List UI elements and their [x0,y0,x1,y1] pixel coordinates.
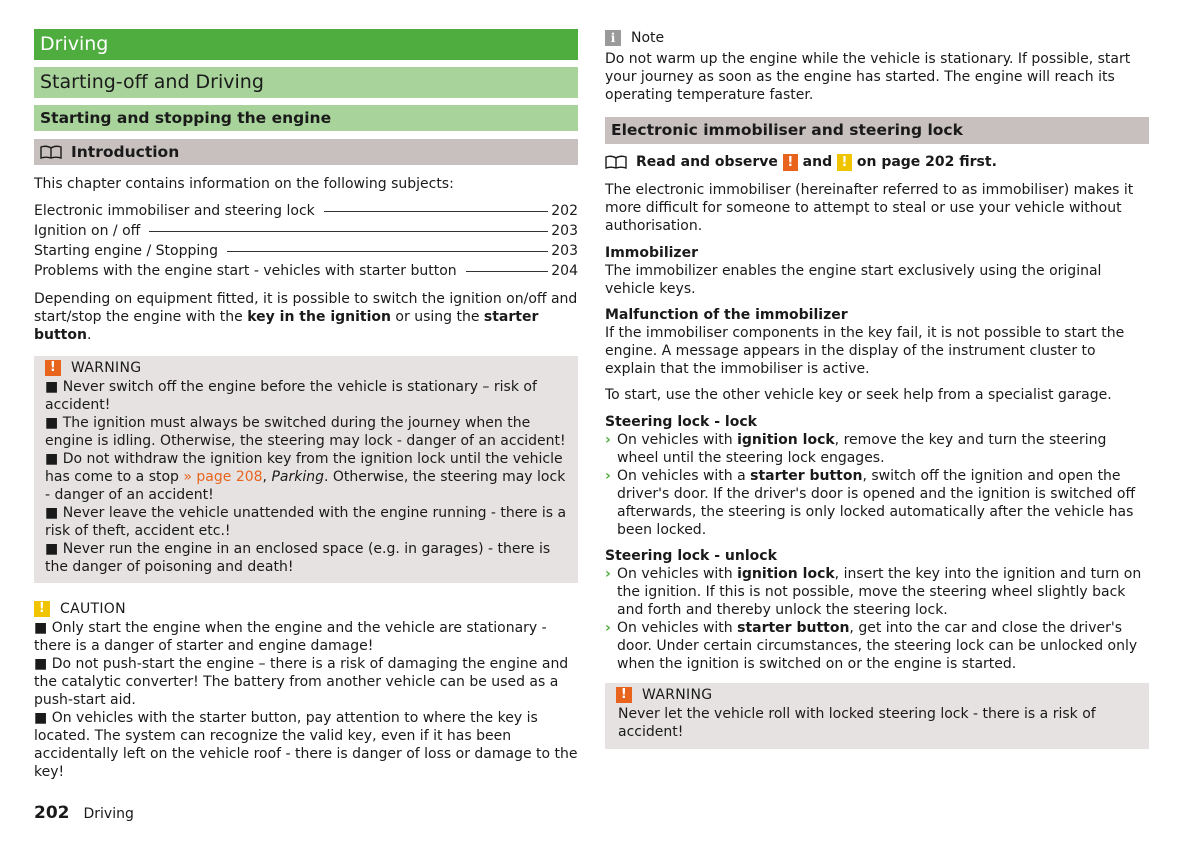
caution-item-text: Do not push-start the engine – there is a risk of damaging the engine and the catalytic converter! The battery from another vehicle can be used as a push-start aid. [34,656,569,708]
toc-item-page: 203 [551,243,578,259]
caution-item [34,709,578,781]
text-part: , get into the car and close the driver's door. Under certain circumstances, the steering lock can be unlocked only when the ignition is switched on or the engine is started. [617,620,1138,672]
toc-item[interactable] [34,262,578,282]
steering-warning-box [605,683,1149,749]
read-text-3: on page 202 first. [851,154,997,170]
text-part: On vehicles with [617,566,738,582]
warning-item-text: Never leave the vehicle unattended with the engine running - there is a risk of theft, accident etc.! [45,505,567,539]
immobilizer-text: The immobilizer enables the engine start exclusively using the original vehicle keys. [605,263,1102,297]
toc-item-label: Starting engine / Stopping [34,243,219,259]
bullet-icon: ■ [45,505,59,521]
warning-item-text: Never switch off the engine before the vehicle is stationary – risk of accident! [45,379,537,413]
warning-title: WARNING [71,360,142,376]
parking-ref: Parking [271,469,324,485]
right-column [605,29,1149,749]
warning-item [45,504,568,540]
list-item [605,467,1149,539]
toc-item[interactable] [34,202,578,222]
read-observe-line [605,153,1149,171]
text-part: , switch off the ignition and open the driver's door. If the driver's door is opened and the ignition is switched off afterwards, the steering is only locked automatically after the vehicle has been locked. [617,468,1136,538]
arrow-icon: › [605,620,611,636]
caution-item-text: On vehicles with the starter button, pay attention to where the key is located. The system can recognize the valid key, even if it has been accidentally left on the vehicle roof - there is danger of loss or damage to the key! [34,710,578,780]
toc-leader [324,211,548,212]
bullet-icon: ■ [34,710,48,726]
warning-item [45,414,568,450]
equipment-paragraph [34,290,578,344]
bold-part: ignition lock [737,432,835,448]
toc-list [34,202,578,282]
warning-icon: ! [783,154,798,171]
caution-icon: ! [837,154,852,171]
warning-body [45,378,568,576]
toc-leader [466,271,549,272]
toc-item-page: 204 [551,263,578,279]
section-heading: Starting-off and Driving [34,67,578,98]
list-item-text [617,565,1149,619]
equipment-text-3: . [86,327,92,343]
equipment-text-1: Depending on equipment fitted, it is possible to switch the ignition on/off and start/stop the engine with the [34,291,578,325]
note-text: Do not warm up the engine while the vehicle is stationary. If possible, start your journey as soon as the engine has started. The engine will reach its operating temperature faster. [605,51,1131,103]
warning-box [34,356,578,583]
note-header [605,29,1149,47]
malfunction-text: If the immobiliser components in the key fail, it is not possible to start the engine. A message appears in the display of the instrument cluster to explain that the immobiliser is active. [605,325,1125,377]
caution-item [34,655,578,709]
list-item-text [617,619,1149,673]
start-text: To start, use the other vehicle key or seek help from a specialist garage. [605,387,1112,403]
book-icon [605,155,627,169]
toc-item-label: Problems with the engine start - vehicles with starter button [34,263,457,279]
list-item [605,619,1149,673]
caution-header [34,599,578,619]
footer-section: Driving [83,806,134,822]
bold-part: starter button [750,468,863,484]
list-item-text [617,467,1149,539]
intro-text: This chapter contains information on the following subjects: [34,176,454,192]
arrow-icon: › [605,566,611,582]
immobilizer-title: Immobilizer [605,245,698,261]
warning-item [45,378,568,414]
warning-item-text: Never run the engine in an enclosed space (e.g. in garages) - there is the danger of poisoning and death! [45,541,551,575]
bullet-icon: ■ [45,415,59,431]
bold-part: starter button [737,620,850,636]
warning-item [45,540,568,576]
steering-lock-title: Steering lock - lock [605,414,757,430]
list-item [605,431,1149,467]
warning-item-text: . Otherwise, the steering may lock - danger of an accident! [45,469,566,503]
warning-icon: ! [616,687,632,703]
warning-icon: ! [45,360,61,376]
malfunction-title: Malfunction of the immobilizer [605,307,848,323]
toc-leader [227,251,548,252]
bullet-icon: ■ [45,541,59,557]
introduction-heading [34,139,578,165]
introduction-title: Introduction [71,143,180,161]
steering-unlock-title: Steering lock - unlock [605,548,777,564]
read-text-2: and [797,154,837,170]
toc-item-label: Electronic immobiliser and steering lock [34,203,315,219]
bullet-icon: ■ [45,379,59,395]
warning-header [45,358,568,378]
subsection-heading: Starting and stopping the engine [34,105,578,131]
caution-title: CAUTION [60,601,126,617]
text-part: , insert the key into the ignition and turn on the ignition. If this is not possible, move the steering wheel slightly back and forth and thereby unlock the steering lock. [617,566,1142,618]
read-text-1: Read and observe [636,154,783,170]
bullet-icon: ■ [34,656,48,672]
warning-item-text: Do not withdraw the ignition key from the ignition lock until the vehicle has come to a stop [45,451,563,485]
warning-item [45,450,568,504]
toc-item[interactable] [34,242,578,262]
left-column [34,29,578,781]
warning-title: WARNING [642,687,713,703]
caution-item-text: Only start the engine when the engine and the vehicle are stationary - there is a danger of starter and engine damage! [34,620,547,654]
immobiliser-intro: The electronic immobiliser (hereinafter referred to as immobiliser) makes it more difficult for someone to attempt to steal or use your vehicle without authorisation. [605,182,1134,234]
list-item [605,565,1149,619]
warning-header [616,685,1139,705]
text-part: On vehicles with a [617,468,751,484]
equipment-text-2: or using the [390,309,484,325]
toc-item-page: 203 [551,223,578,239]
note-title: Note [631,30,665,46]
warning-item-text: The ignition must always be switched during the journey when the engine is idling. Otherwise, the steering may lock - danger of an accident! [45,415,566,449]
arrow-icon: › [605,432,611,448]
arrow-icon: › [605,468,611,484]
page-208-link[interactable]: » page 208 [183,469,263,485]
page-footer [34,804,134,823]
info-icon: i [605,30,621,46]
equipment-bold-starter: starter button [34,309,539,343]
text-part: On vehicles with [617,620,738,636]
chapter-heading: Driving [34,29,578,60]
toc-item-page: 202 [551,203,578,219]
warning-text: Never let the vehicle roll with locked steering lock - there is a risk of accident! [618,706,1096,740]
book-icon [40,145,62,159]
equipment-bold-key: key in the ignition [247,309,391,325]
text-part: , remove the key and turn the steering wheel until the steering lock engages. [617,432,1107,466]
page-number: 202 [34,803,70,823]
list-item-text [617,431,1149,467]
bullet-icon: ■ [45,451,59,467]
caution-block [34,599,578,781]
toc-leader [149,231,548,232]
bullet-icon: ■ [34,620,48,636]
immobiliser-heading: Electronic immobiliser and steering lock [605,117,1149,144]
text-part: On vehicles with [617,432,738,448]
caution-icon: ! [34,601,50,617]
warning-item-text: , [262,469,272,485]
bold-part: ignition lock [737,566,835,582]
caution-item [34,619,578,655]
toc-item-label: Ignition on / off [34,223,141,239]
toc-item[interactable] [34,222,578,242]
